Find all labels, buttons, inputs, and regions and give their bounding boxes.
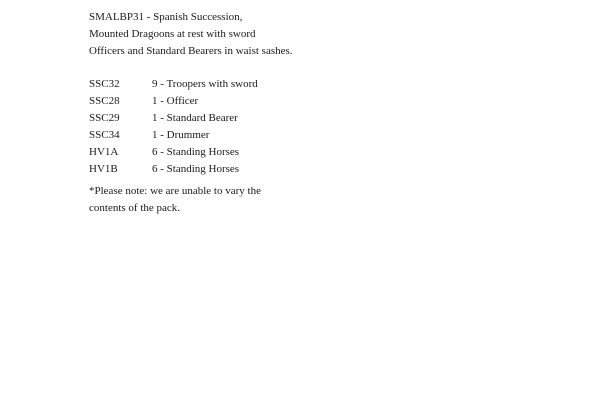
pack-note [89, 183, 449, 217]
item-description: 6 - Standing Horses [152, 146, 240, 158]
item-code: HV1B [89, 163, 118, 175]
item-description: 6 - Standing Horses [152, 163, 240, 175]
table-row [89, 110, 258, 127]
pack-title-line: SMALBP31 - Spanish Succession, [89, 11, 243, 23]
table-row [89, 127, 258, 144]
item-code: SSC32 [89, 78, 120, 90]
note-line: contents of the pack. [89, 202, 181, 214]
pack-subtitle-line: Mounted Dragoons at rest with sword [89, 28, 256, 40]
item-code: HV1A [89, 146, 119, 158]
pack-title-block [89, 9, 449, 60]
item-description: 9 - Troopers with sword [152, 78, 258, 90]
item-code: SSC28 [89, 95, 120, 107]
pack-contents-table [89, 76, 258, 178]
table-row [89, 76, 258, 93]
item-description: 1 - Officer [152, 95, 199, 107]
pack-subtitle-line: Officers and Standard Bearers in waist sashes. [89, 45, 293, 57]
table-row [89, 144, 258, 161]
table-row [89, 93, 258, 110]
item-code: SSC29 [89, 112, 120, 124]
note-line: *Please note: we are unable to vary the [89, 185, 261, 197]
item-code: SSC34 [89, 129, 120, 141]
item-description: 1 - Drummer [152, 129, 210, 141]
table-row [89, 161, 258, 178]
item-description: 1 - Standard Bearer [152, 112, 238, 124]
